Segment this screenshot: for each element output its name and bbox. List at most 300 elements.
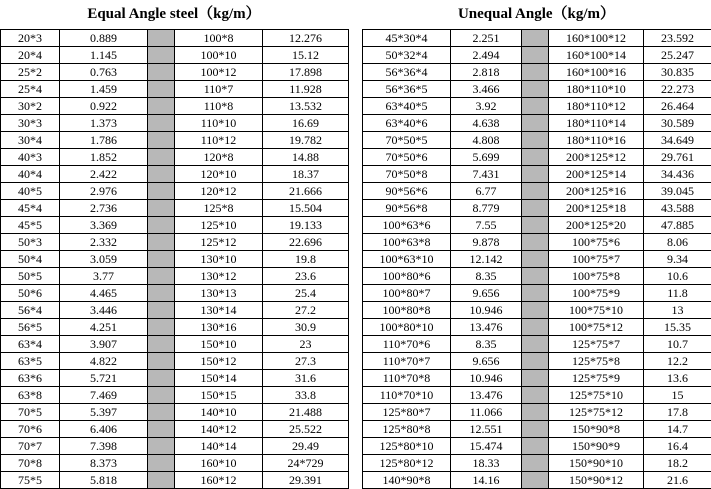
- spec-cell: 180*110*10: [549, 81, 644, 98]
- weight-cell: 15.504: [263, 200, 349, 217]
- table-row: [1, 438, 349, 455]
- spec-cell: 50*3: [1, 234, 60, 251]
- weight-cell: 21.488: [263, 404, 349, 421]
- spec-cell: 56*36*4: [363, 64, 451, 81]
- weight-cell: 2.422: [60, 166, 148, 183]
- spec-cell: 100*10: [175, 47, 263, 64]
- table-row: [363, 404, 711, 421]
- spec-cell: 56*4: [1, 302, 60, 319]
- gap-cell: [522, 268, 549, 285]
- spec-cell: 75*5: [1, 472, 60, 489]
- spec-cell: 63*4: [1, 336, 60, 353]
- weight-cell: 12.551: [451, 421, 522, 438]
- table-row: [363, 166, 711, 183]
- spec-cell: 20*3: [1, 30, 60, 47]
- weight-cell: 29.49: [263, 438, 349, 455]
- spec-cell: 100*80*7: [363, 285, 451, 302]
- gap-cell: [522, 472, 549, 489]
- weight-cell: 3.77: [60, 268, 148, 285]
- weight-cell: 2.494: [451, 47, 522, 64]
- weight-cell: 47.885: [644, 217, 711, 234]
- weight-cell: 6.77: [451, 183, 522, 200]
- spec-cell: 110*7: [175, 81, 263, 98]
- weight-cell: 7.431: [451, 166, 522, 183]
- table-row: [363, 438, 711, 455]
- table-row: [363, 217, 711, 234]
- table-row: [363, 149, 711, 166]
- gap-cell: [522, 183, 549, 200]
- spec-cell: 150*90*9: [549, 438, 644, 455]
- spec-cell: 70*7: [1, 438, 60, 455]
- table-row: [1, 472, 349, 489]
- weight-cell: 0.922: [60, 98, 148, 115]
- weight-cell: 25.4: [263, 285, 349, 302]
- weight-cell: 21.6: [644, 472, 711, 489]
- spec-cell: 25*4: [1, 81, 60, 98]
- weight-cell: 2.332: [60, 234, 148, 251]
- table-row: [1, 421, 349, 438]
- gap-cell: [522, 336, 549, 353]
- weight-cell: 21.666: [263, 183, 349, 200]
- weight-cell: 10.7: [644, 336, 711, 353]
- spec-cell: 200*125*16: [549, 183, 644, 200]
- weight-cell: 11.928: [263, 81, 349, 98]
- spec-cell: 130*10: [175, 251, 263, 268]
- spec-cell: 125*12: [175, 234, 263, 251]
- spec-cell: 100*8: [175, 30, 263, 47]
- unequal-angle-title: Unequal Angle（kg/m）: [457, 6, 616, 22]
- weight-cell: 4.465: [60, 285, 148, 302]
- spec-cell: 125*80*12: [363, 455, 451, 472]
- weight-cell: 13.476: [451, 319, 522, 336]
- spec-cell: 125*75*10: [549, 387, 644, 404]
- weight-cell: 10.946: [451, 302, 522, 319]
- table-row: [363, 251, 711, 268]
- table-row: [1, 319, 349, 336]
- weight-cell: 16.69: [263, 115, 349, 132]
- weight-cell: 12.2: [644, 353, 711, 370]
- spec-cell: 200*125*14: [549, 166, 644, 183]
- gap-cell: [148, 30, 175, 47]
- table-row: [363, 353, 711, 370]
- spec-cell: 150*90*12: [549, 472, 644, 489]
- weight-cell: 18.37: [263, 166, 349, 183]
- spec-cell: 45*4: [1, 200, 60, 217]
- spec-cell: 125*80*7: [363, 404, 451, 421]
- spec-cell: 70*5: [1, 404, 60, 421]
- table-row: [1, 268, 349, 285]
- weight-cell: 11.8: [644, 285, 711, 302]
- table-row: [363, 47, 711, 64]
- spec-cell: 40*4: [1, 166, 60, 183]
- table-row: [363, 183, 711, 200]
- spec-cell: 70*8: [1, 455, 60, 472]
- spec-cell: 20*4: [1, 47, 60, 64]
- gap-cell: [148, 183, 175, 200]
- spec-cell: 200*125*20: [549, 217, 644, 234]
- gap-cell: [148, 217, 175, 234]
- gap-cell: [522, 64, 549, 81]
- table-row: [363, 472, 711, 489]
- spec-cell: 160*10: [175, 455, 263, 472]
- table-row: [363, 302, 711, 319]
- table-row: [363, 98, 711, 115]
- weight-cell: 4.808: [451, 132, 522, 149]
- gap-cell: [522, 81, 549, 98]
- weight-cell: 1.373: [60, 115, 148, 132]
- weight-cell: 27.2: [263, 302, 349, 319]
- weight-cell: 13.476: [451, 387, 522, 404]
- weight-cell: 9.34: [644, 251, 711, 268]
- spec-cell: 100*63*8: [363, 234, 451, 251]
- table-row: [1, 81, 349, 98]
- spec-cell: 56*36*5: [363, 81, 451, 98]
- weight-cell: 17.8: [644, 404, 711, 421]
- weight-cell: 13: [644, 302, 711, 319]
- weight-cell: 19.133: [263, 217, 349, 234]
- gap-cell: [148, 336, 175, 353]
- gap-cell: [148, 285, 175, 302]
- spec-cell: 100*80*10: [363, 319, 451, 336]
- gap-cell: [522, 353, 549, 370]
- weight-cell: 8.06: [644, 234, 711, 251]
- weight-cell: 15.35: [644, 319, 711, 336]
- table-row: [1, 234, 349, 251]
- weight-cell: 25.522: [263, 421, 349, 438]
- weight-cell: 3.92: [451, 98, 522, 115]
- spec-cell: 90*56*6: [363, 183, 451, 200]
- table-row: [363, 421, 711, 438]
- spec-cell: 110*10: [175, 115, 263, 132]
- gap-cell: [148, 370, 175, 387]
- spec-cell: 70*50*8: [363, 166, 451, 183]
- table-row: [363, 268, 711, 285]
- gap-cell: [148, 64, 175, 81]
- table-row: [1, 353, 349, 370]
- spec-cell: 150*10: [175, 336, 263, 353]
- weight-cell: 34.436: [644, 166, 711, 183]
- gap-cell: [148, 438, 175, 455]
- weight-cell: 1.145: [60, 47, 148, 64]
- spec-cell: 40*3: [1, 149, 60, 166]
- weight-cell: 3.446: [60, 302, 148, 319]
- spec-cell: 110*70*7: [363, 353, 451, 370]
- gap-cell: [148, 319, 175, 336]
- spec-cell: 63*5: [1, 353, 60, 370]
- weight-cell: 26.464: [644, 98, 711, 115]
- weight-cell: 11.066: [451, 404, 522, 421]
- spec-cell: 63*40*5: [363, 98, 451, 115]
- weight-cell: 18.33: [451, 455, 522, 472]
- gap-cell: [148, 149, 175, 166]
- gap-cell: [148, 404, 175, 421]
- weight-cell: 13.532: [263, 98, 349, 115]
- spec-cell: 100*75*9: [549, 285, 644, 302]
- weight-cell: 27.3: [263, 353, 349, 370]
- gap-cell: [522, 421, 549, 438]
- weight-cell: 8.35: [451, 336, 522, 353]
- weight-cell: 19.782: [263, 132, 349, 149]
- weight-cell: 14.16: [451, 472, 522, 489]
- spec-cell: 25*2: [1, 64, 60, 81]
- spec-cell: 130*14: [175, 302, 263, 319]
- weight-cell: 15: [644, 387, 711, 404]
- gap-cell: [522, 285, 549, 302]
- weight-cell: 1.786: [60, 132, 148, 149]
- weight-cell: 43.588: [644, 200, 711, 217]
- table-row: [1, 132, 349, 149]
- table-row: [363, 387, 711, 404]
- table-row: [1, 30, 349, 47]
- spec-cell: 125*75*9: [549, 370, 644, 387]
- weight-cell: 23.592: [644, 30, 711, 47]
- gap-cell: [522, 149, 549, 166]
- gap-cell: [148, 98, 175, 115]
- gap-cell: [148, 251, 175, 268]
- table-row: [363, 336, 711, 353]
- unequal-angle-table-body: [363, 30, 711, 489]
- weight-cell: 9.656: [451, 353, 522, 370]
- spec-cell: 140*14: [175, 438, 263, 455]
- weight-cell: 18.2: [644, 455, 711, 472]
- weight-cell: 3.059: [60, 251, 148, 268]
- gap-cell: [522, 132, 549, 149]
- weight-cell: 9.656: [451, 285, 522, 302]
- spec-cell: 120*12: [175, 183, 263, 200]
- weight-cell: 30.9: [263, 319, 349, 336]
- spec-cell: 100*80*8: [363, 302, 451, 319]
- gap-cell: [148, 200, 175, 217]
- weight-cell: 2.251: [451, 30, 522, 47]
- gap-cell: [148, 132, 175, 149]
- spec-cell: 100*63*6: [363, 217, 451, 234]
- spec-cell: 125*75*8: [549, 353, 644, 370]
- gap-cell: [148, 47, 175, 64]
- gap-cell: [148, 81, 175, 98]
- spec-cell: 150*15: [175, 387, 263, 404]
- weight-cell: 34.649: [644, 132, 711, 149]
- spec-cell: 50*32*4: [363, 47, 451, 64]
- weight-cell: 23.6: [263, 268, 349, 285]
- weight-cell: 8.779: [451, 200, 522, 217]
- gap-cell: [148, 268, 175, 285]
- spec-cell: 50*5: [1, 268, 60, 285]
- gap-cell: [522, 302, 549, 319]
- unequal-angle-table: [362, 29, 711, 489]
- spec-cell: 56*5: [1, 319, 60, 336]
- spec-cell: 45*30*4: [363, 30, 451, 47]
- spec-cell: 125*75*12: [549, 404, 644, 421]
- spec-cell: 140*12: [175, 421, 263, 438]
- spec-cell: 110*70*10: [363, 387, 451, 404]
- spec-cell: 150*90*10: [549, 455, 644, 472]
- spec-cell: 100*75*7: [549, 251, 644, 268]
- table-row: [1, 387, 349, 404]
- equal-angle-table: [0, 29, 349, 489]
- gap-cell: [522, 234, 549, 251]
- spec-cell: 125*10: [175, 217, 263, 234]
- gap-cell: [522, 404, 549, 421]
- spec-cell: 125*75*7: [549, 336, 644, 353]
- gap-cell: [522, 166, 549, 183]
- spec-cell: 100*75*10: [549, 302, 644, 319]
- spec-cell: 160*100*16: [549, 64, 644, 81]
- table-row: [1, 404, 349, 421]
- spec-cell: 100*75*6: [549, 234, 644, 251]
- spec-cell: 130*13: [175, 285, 263, 302]
- weight-cell: 39.045: [644, 183, 711, 200]
- table-row: [363, 285, 711, 302]
- weight-cell: 3.907: [60, 336, 148, 353]
- spec-cell: 50*4: [1, 251, 60, 268]
- weight-cell: 12.276: [263, 30, 349, 47]
- gap-cell: [522, 200, 549, 217]
- spec-cell: 130*12: [175, 268, 263, 285]
- weight-cell: 22.696: [263, 234, 349, 251]
- unequal-angle-panel: [362, 0, 711, 489]
- spec-cell: 100*63*10: [363, 251, 451, 268]
- spec-cell: 110*12: [175, 132, 263, 149]
- spec-cell: 63*8: [1, 387, 60, 404]
- weight-cell: 24*729: [263, 455, 349, 472]
- weight-cell: 0.763: [60, 64, 148, 81]
- spec-cell: 70*50*5: [363, 132, 451, 149]
- spec-cell: 100*80*6: [363, 268, 451, 285]
- weight-cell: 33.8: [263, 387, 349, 404]
- spec-cell: 63*40*6: [363, 115, 451, 132]
- gap-cell: [522, 370, 549, 387]
- gap-cell: [148, 234, 175, 251]
- gap-cell: [148, 387, 175, 404]
- spec-cell: 70*6: [1, 421, 60, 438]
- gap-cell: [148, 472, 175, 489]
- weight-cell: 16.4: [644, 438, 711, 455]
- table-row: [363, 81, 711, 98]
- gap-cell: [522, 319, 549, 336]
- table-row: [363, 234, 711, 251]
- gap-cell: [148, 455, 175, 472]
- weight-cell: 7.55: [451, 217, 522, 234]
- gap-cell: [522, 98, 549, 115]
- weight-cell: 30.589: [644, 115, 711, 132]
- table-row: [363, 115, 711, 132]
- weight-cell: 13.6: [644, 370, 711, 387]
- weight-cell: 4.822: [60, 353, 148, 370]
- weight-cell: 5.397: [60, 404, 148, 421]
- weight-cell: 0.889: [60, 30, 148, 47]
- table-row: [363, 132, 711, 149]
- weight-cell: 14.7: [644, 421, 711, 438]
- spec-cell: 30*4: [1, 132, 60, 149]
- table-row: [363, 319, 711, 336]
- table-row: [363, 200, 711, 217]
- weight-cell: 8.35: [451, 268, 522, 285]
- gap-cell: [148, 353, 175, 370]
- weight-cell: 14.88: [263, 149, 349, 166]
- spec-cell: 180*110*12: [549, 98, 644, 115]
- weight-cell: 12.142: [451, 251, 522, 268]
- table-row: [1, 217, 349, 234]
- gap-cell: [522, 251, 549, 268]
- table-row: [1, 285, 349, 302]
- spec-cell: 30*2: [1, 98, 60, 115]
- spec-cell: 110*70*8: [363, 370, 451, 387]
- spec-cell: 63*6: [1, 370, 60, 387]
- table-row: [1, 302, 349, 319]
- gap-cell: [148, 115, 175, 132]
- spec-cell: 200*125*12: [549, 149, 644, 166]
- weight-cell: 10.6: [644, 268, 711, 285]
- spec-cell: 90*56*8: [363, 200, 451, 217]
- spec-cell: 160*100*14: [549, 47, 644, 64]
- weight-cell: 31.6: [263, 370, 349, 387]
- table-row: [363, 64, 711, 81]
- spec-cell: 180*110*14: [549, 115, 644, 132]
- table-row: [363, 455, 711, 472]
- gap-cell: [522, 217, 549, 234]
- table-row: [1, 149, 349, 166]
- weight-cell: 10.946: [451, 370, 522, 387]
- spec-cell: 45*5: [1, 217, 60, 234]
- weight-cell: 22.273: [644, 81, 711, 98]
- weight-cell: 7.469: [60, 387, 148, 404]
- spec-cell: 150*12: [175, 353, 263, 370]
- table-row: [363, 370, 711, 387]
- weight-cell: 25.247: [644, 47, 711, 64]
- spec-cell: 110*70*6: [363, 336, 451, 353]
- table-row: [1, 115, 349, 132]
- weight-cell: 7.398: [60, 438, 148, 455]
- spec-cell: 160*12: [175, 472, 263, 489]
- table-row: [1, 200, 349, 217]
- weight-cell: 29.761: [644, 149, 711, 166]
- spec-cell: 160*100*12: [549, 30, 644, 47]
- spec-cell: 180*110*16: [549, 132, 644, 149]
- weight-cell: 5.721: [60, 370, 148, 387]
- weight-cell: 17.898: [263, 64, 349, 81]
- table-row: [1, 166, 349, 183]
- spec-cell: 140*90*8: [363, 472, 451, 489]
- spec-cell: 150*90*8: [549, 421, 644, 438]
- weight-cell: 29.391: [263, 472, 349, 489]
- spec-cell: 40*5: [1, 183, 60, 200]
- gap-cell: [148, 421, 175, 438]
- gap-cell: [148, 166, 175, 183]
- spec-cell: 120*10: [175, 166, 263, 183]
- table-row: [1, 98, 349, 115]
- weight-cell: 30.835: [644, 64, 711, 81]
- gap-cell: [522, 387, 549, 404]
- weight-cell: 1.852: [60, 149, 148, 166]
- weight-cell: 6.406: [60, 421, 148, 438]
- weight-cell: 2.736: [60, 200, 148, 217]
- spec-cell: 110*8: [175, 98, 263, 115]
- weight-cell: 4.251: [60, 319, 148, 336]
- weight-cell: 4.638: [451, 115, 522, 132]
- weight-cell: 2.976: [60, 183, 148, 200]
- weight-cell: 9.878: [451, 234, 522, 251]
- table-row: [1, 336, 349, 353]
- weight-cell: 1.459: [60, 81, 148, 98]
- weight-cell: 15.12: [263, 47, 349, 64]
- gap-cell: [522, 455, 549, 472]
- spec-cell: 125*80*10: [363, 438, 451, 455]
- spec-cell: 125*8: [175, 200, 263, 217]
- gap-cell: [522, 438, 549, 455]
- gap-cell: [522, 30, 549, 47]
- equal-angle-table-body: [1, 30, 349, 489]
- table-row: [1, 251, 349, 268]
